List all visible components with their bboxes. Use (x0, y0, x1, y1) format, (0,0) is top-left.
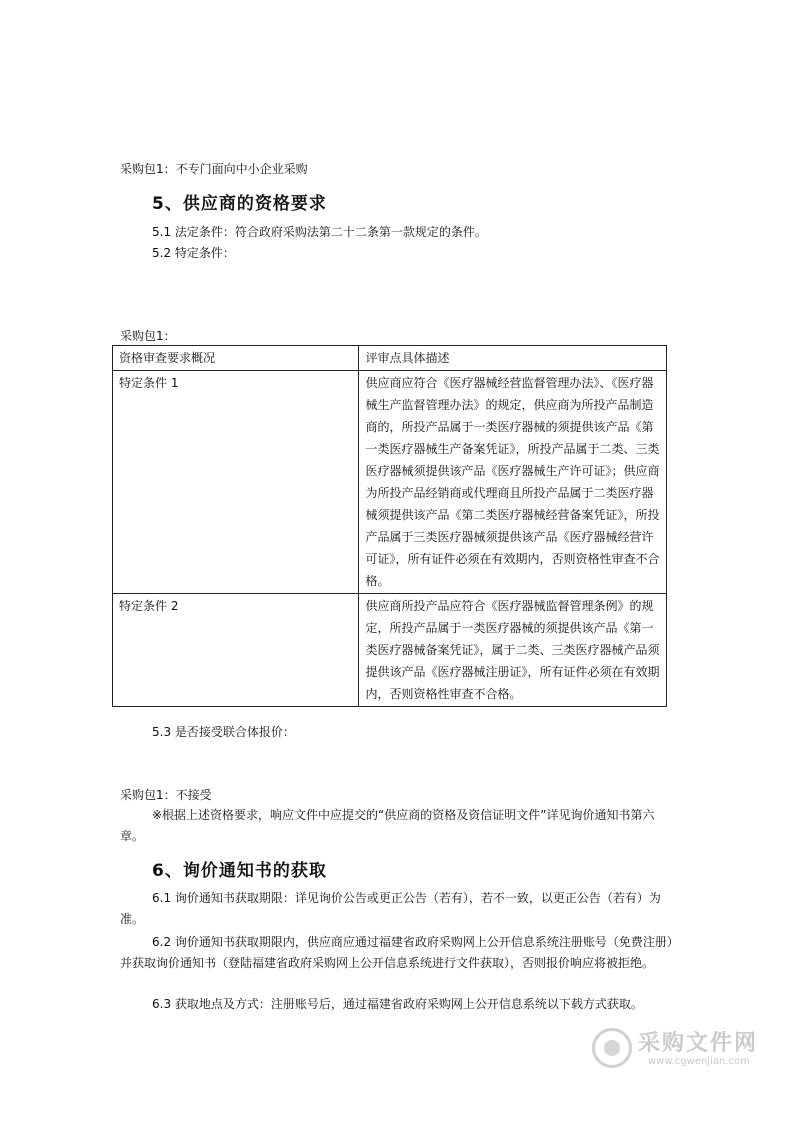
section-6-3: 6.3 获取地点及方式：注册账号后，通过福建省政府采购网上公开信息系统以下载方式获取。 (152, 997, 643, 1011)
table-header-cell: 资格审查要求概况 (113, 346, 359, 371)
watermark (592, 1024, 759, 1074)
section-5-heading: 5、供应商的资格要求 (152, 194, 327, 214)
procurement-package-1-consortium: 采购包1：不接受 (120, 788, 212, 802)
procurement-package-1-label: 采购包1： (120, 329, 176, 343)
watermark-url: www.cgwenjian.com (648, 1056, 750, 1067)
consortium-question: 5.3 是否接受联合体报价： (152, 725, 295, 739)
legal-conditions: 5.1 法定条件：符合政府采购法第二十二条第一款规定的条件。 (152, 225, 487, 239)
watermark-title: 采购文件网 (638, 1031, 759, 1056)
qualification-table (112, 345, 667, 707)
table-row (113, 371, 667, 594)
condition-description: 供应商所投产品应符合《医疗器械监督管理条例》的规定，所投产品属于一类医疗器械的须提供该产品《第一类医疗器械备案凭证》，属于二类、三类医疗器械产品须提供该产品《医疗器械注册证》，所有证件必须在有效期内，否则资格性审查不合格。 (359, 594, 667, 707)
condition-description: 供应商应符合《医疗器械经营监督管理办法》、《医疗器械生产监督管理办法》的规定，供应商为所投产品制造商的，所投产品属于一类医疗器械的须提供该产品《第一类医疗器械生产备案凭证》，所投产品属于二类、三类医疗器械须提供该产品《医疗器械生产许可证》；供应商为所投产品经销商或代理商且所投产品属于二类医疗器械须提供该产品《第二类医疗器械经营备案凭证》，所投产品属于三类医疗器械须提供该产品《医疗器械经营许可证》，所有证件必须在有效期内，否则资格性审查不合格。 (359, 371, 667, 594)
section-6-heading: 6、询价通知书的获取 (152, 861, 327, 881)
procurement-package-1-sme: 采购包1：不专门面向中小企业采购 (120, 162, 308, 176)
condition-name: 特定条件 2 (113, 594, 359, 707)
table-header-cell: 评审点具体描述 (359, 346, 667, 371)
table-header-row (113, 346, 667, 371)
specific-conditions-label: 5.2 特定条件： (152, 246, 235, 260)
section-6-1: 6.1 询价通知书获取期限：详见询价公告或更正公告（若有），若不一致，以更正公告（若有）为准。 (120, 891, 661, 926)
watermark-logo-icon (592, 1028, 632, 1068)
condition-name: 特定条件 1 (113, 371, 359, 594)
table-row (113, 594, 667, 707)
section-6-2: 6.2 询价通知书获取期限内，供应商应通过福建省政府采购网上公开信息系统注册账号（免费注册）并获取询价通知书（登陆福建省政府采购网上公开信息系统进行文件获取），否则报价响应将被拒绝。 (120, 935, 673, 970)
qualification-note: ※根据上述资格要求，响应文件中应提交的“供应商的资格及资信证明文件”详见询价通知书第六章。 (120, 808, 655, 843)
